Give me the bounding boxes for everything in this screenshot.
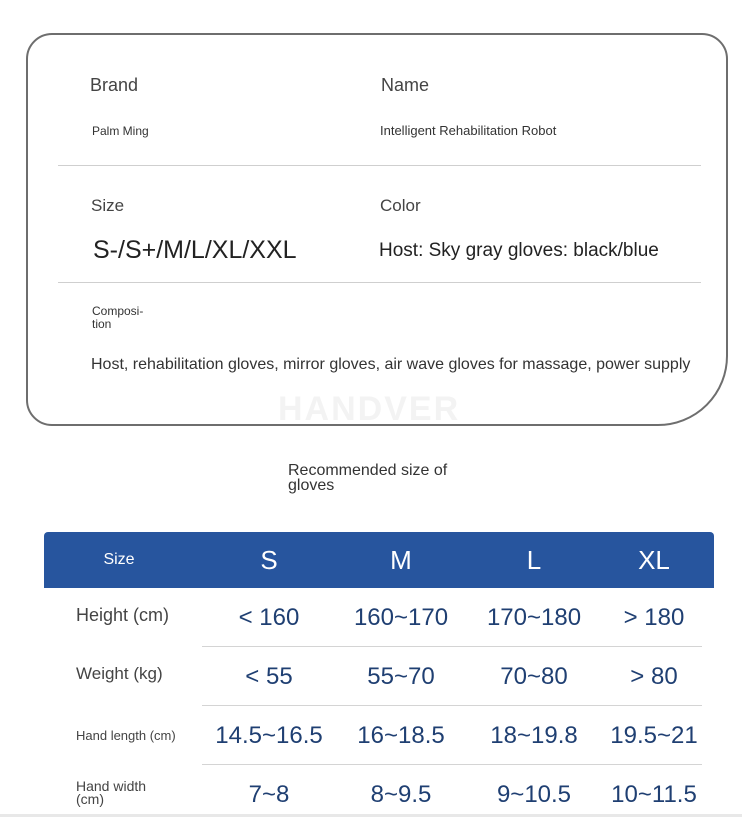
row-label: Height (cm) bbox=[76, 605, 170, 625]
table-cell: 18~19.8 bbox=[490, 722, 578, 749]
divider bbox=[58, 165, 701, 166]
header-cell: L bbox=[526, 545, 542, 575]
size-value: S-/S+/M/L/XL/XXL bbox=[93, 236, 297, 264]
brand-label: Brand bbox=[90, 75, 139, 95]
color-value: Host: Sky gray gloves: black/blue bbox=[379, 240, 659, 261]
color-label: Color bbox=[380, 196, 421, 215]
table-cell: 8~9.5 bbox=[370, 781, 432, 808]
size-chart-table bbox=[44, 532, 714, 824]
header-cell: Size bbox=[103, 551, 135, 568]
table-row bbox=[44, 706, 714, 765]
row-label: Weight (kg) bbox=[76, 664, 163, 683]
header-cell: S bbox=[260, 545, 278, 575]
composition-value: Host, rehabilitation gloves, mirror gloves, air wave gloves for massage, power supply bbox=[91, 356, 691, 373]
table-cell: 10~11.5 bbox=[611, 781, 697, 808]
table-cell: < 160 bbox=[238, 604, 300, 631]
table-cell: < 55 bbox=[245, 663, 293, 690]
table-header bbox=[44, 532, 714, 588]
row-label: Hand width (cm) bbox=[76, 778, 147, 807]
table-cell: 9~10.5 bbox=[496, 781, 572, 808]
name-label: Name bbox=[381, 75, 430, 95]
name-value: Intelligent Rehabilitation Robot bbox=[380, 123, 557, 138]
header-cell: XL bbox=[638, 545, 670, 575]
table-cell: 19.5~21 bbox=[610, 722, 698, 749]
table-cell: 7~8 bbox=[248, 781, 290, 808]
product-info-card bbox=[26, 33, 728, 426]
table-cell: 160~170 bbox=[353, 604, 449, 631]
table-cell: > 80 bbox=[630, 663, 678, 690]
watermark-logo: HANDVER bbox=[278, 390, 461, 428]
table-row bbox=[44, 588, 714, 647]
table-cell: 55~70 bbox=[367, 663, 435, 690]
size-chart-title: Recommended size of gloves bbox=[288, 462, 448, 494]
table-cell: 170~180 bbox=[486, 604, 582, 631]
table-cell: > 180 bbox=[623, 604, 685, 631]
composition-label: Composi- tion bbox=[92, 304, 144, 331]
row-label: Hand length (cm) bbox=[76, 728, 176, 743]
table-row bbox=[44, 647, 714, 706]
size-label: Size bbox=[91, 196, 125, 215]
divider bbox=[58, 282, 701, 283]
header-cell: M bbox=[390, 545, 412, 575]
table-cell: 70~80 bbox=[500, 663, 568, 690]
brand-value: Palm Ming bbox=[92, 124, 149, 138]
table-cell: 14.5~16.5 bbox=[215, 722, 323, 749]
table-cell: 16~18.5 bbox=[357, 722, 445, 749]
